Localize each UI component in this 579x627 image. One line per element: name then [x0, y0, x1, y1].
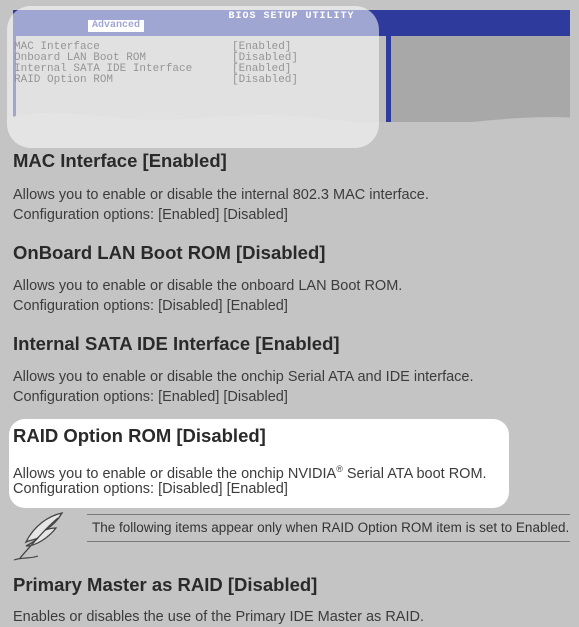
section-options: Configuration options: [Enabled] [Disabled] — [13, 389, 288, 405]
note-rule-bottom — [87, 541, 570, 542]
description-text: Serial ATA boot ROM. — [342, 465, 487, 482]
section-description: Allows you to enable or disable the internal 802.3 MAC interface. — [13, 187, 429, 203]
section-options: Configuration options: [Disabled] [Enabled] — [13, 481, 288, 497]
section-description: Enables or disables the use of the Primary IDE Master as RAID. — [13, 609, 425, 625]
note-text: The following items appear only when RAID Option ROM item is set to Enabled. — [92, 520, 570, 535]
section-heading-mac-interface: MAC Interface [Enabled] — [13, 150, 227, 171]
section-description: Allows you to enable or disable the onboard LAN Boot ROM. — [13, 278, 403, 294]
registered-mark: ® — [336, 464, 343, 474]
section-heading-primary-master-as-raid: Primary Master as RAID [Disabled] — [13, 574, 318, 595]
section-options: Configuration options: [Enabled] [Disabled] — [13, 207, 288, 223]
section-description: Allows you to enable or disable the onchip Serial ATA and IDE interface. — [13, 369, 474, 385]
highlight-overlay — [7, 6, 379, 148]
section-options: Configuration options: [Disabled] [Enabled] — [13, 298, 288, 314]
note-rule-top — [87, 514, 570, 515]
section-heading-raid-option-rom: RAID Option ROM [Disabled] — [13, 425, 266, 446]
section-heading-onboard-lan-boot-rom: OnBoard LAN Boot ROM [Disabled] — [13, 242, 326, 263]
section-heading-internal-sata-ide: Internal SATA IDE Interface [Enabled] — [13, 333, 340, 354]
feather-quill-icon — [12, 510, 68, 564]
description-text: Allows you to enable or disable the onchip NVIDIA — [13, 465, 337, 482]
